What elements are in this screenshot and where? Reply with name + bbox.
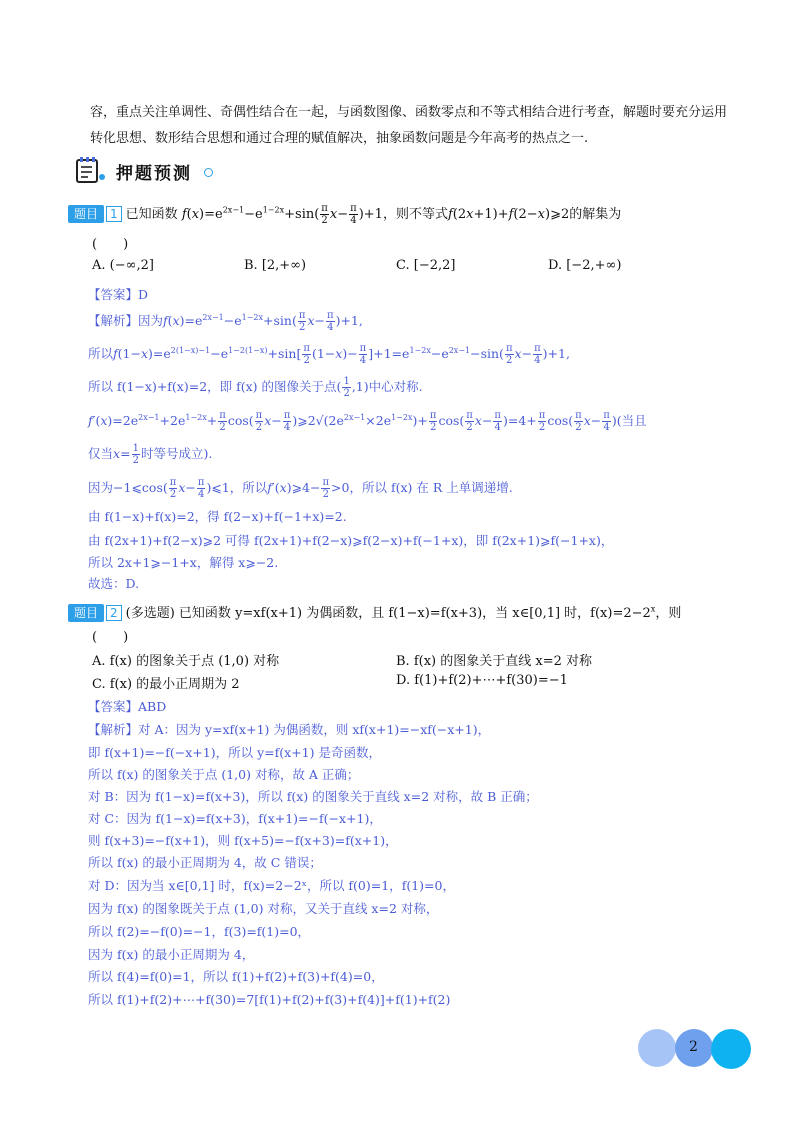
intro-line-2: 转化思想、数形结合思想和通过合理的赋值解决，抽象函数问题是今年高考的热点之一. [90,131,589,146]
analysis-text: 所以 f(1−x)+f(x)=2，即 f(x) 的图像关于点 [88,379,337,394]
intro-line-1: 容，重点关注单调性、奇偶性结合在一起，与函数图像、函数零点和不等式相结合进行考查，解题时要充分运用 [90,105,728,120]
stem-text: ，则 [655,606,682,621]
option-b: B. [2,+∞) [244,258,307,273]
question-1-stem: 题目 1 已知函数 $f(x)=e^{2x-1}-e^{1-2x}+\sin$( $\frac{\pi}{2}$ x− $\frac{\pi}{4}$ )+1，则不等式f(2x+1)+f(2−x)⩾2的解集为 [68,203,621,226]
analysis-line: 所以 f(2)=−f(0)=−1，f(3)=f(1)=0， [88,924,311,939]
stem-text: x [650,604,656,614]
analysis-line: 由 f(1−x)+f(x)=2，得 f(2−x)+f(−1+x)=2. [88,509,347,524]
page-dot-left [638,1029,676,1067]
analysis-line: 则 f(x+3)=−f(x+1)，则 f(x+5)=−f(x+3)=f(x+1)， [88,833,398,848]
analysis-line: 【解析】因为$f(x)=e^{2x-1}-e^{1-2x}+\sin$( $\frac{\pi}{2}$ x− $\frac{\pi}{4}$ )+1, [88,310,363,333]
section-header [74,156,234,186]
analysis-line: 由 f(2x+1)+f(2−x)⩾2 可得 f(2x+1)+f(2−x)⩾f(2−x)+f(−1+x)，即 f(2x+1)⩾f(−1+x)， [88,533,614,548]
analysis-text: 因为 [88,480,114,495]
analysis-line: 故选：D. [88,576,140,591]
analysis-line: $f'(x)=2e^{2x-1}+2e^{1-2x}+$ $\frac{\pi}{2}$ cos( $\frac{\pi}{2}$ x− $\frac{\pi}{4}$ )$⩾2√(2e^{2x-1}\times 2e^{1-2x})+$ $\frac{\pi}{2}$ cos( $\frac{\pi}{2}$ x− $\frac{\pi}{4}$ )=4+ $\frac{\pi}{2}$ cos( $\frac{\pi}{2}$ x− $\frac{\pi}{4}$ )(当且 [88,410,647,433]
option-a: A. (−∞,2] [92,258,154,273]
analysis-text: (当且 [616,413,647,428]
analysis-line: 即 f(x+1)=−f(−x+1)，所以 y=f(x+1) 是奇函数， [88,745,381,760]
analysis-text: 时等号成立). [140,446,213,461]
analysis-text: 【解析】因为 [88,313,164,328]
analysis-text: 中心对称. [368,379,423,394]
option-d: D. [−2,+∞) [548,258,622,273]
option-c: C. f(x) 的最小正周期为 2 [92,677,240,692]
choice-paren: ( ) [92,630,129,645]
analysis-line: 因为 f(x) 的图象既关于点 (1,0) 对称，又关于直线 x=2 对称， [88,901,439,916]
analysis-text: 所以 [88,346,114,361]
question-tag: 题目 [68,205,104,223]
analysis-line: 对 B：因为 f(1−x)=f(x+3)，所以 f(x) 的图象关于直线 x=2 对称，故 B 正确； [88,789,538,804]
analysis-line: 对 D：因为当 x∈[0,1] 时，f(x)=2−2ˣ，所以 f(0)=1，f(1)=0， [88,878,455,893]
analysis-line: 所以 f(1−x)+f(x)=2，即 f(x) 的图像关于点( $\frac{1}{2}$ ,1)中心对称. [88,376,423,399]
analysis-line: 对 C：因为 f(1−x)=f(x+3)，f(x+1)=−f(−x+1)， [88,811,382,826]
section-title: 押题预测 [116,164,192,184]
option-b: B. f(x) 的图象关于直线 x=2 对称 [396,654,592,669]
analysis-line: 仅当x= $\frac{1}{2}$ 时等号成立). [88,443,213,466]
stem-text: 已知函数 [125,207,178,222]
stem-text: 的解集为 [569,207,622,222]
answer-line: 【答案】ABD [88,699,167,714]
question-number: 2 [106,605,122,621]
question-tag: 题目 [68,604,104,622]
page-number: 2 [689,1039,698,1055]
title-dot-icon [204,168,213,177]
question-2-stem [68,602,681,622]
option-d: D. f(1)+f(2)+⋯+f(30)=−1 [396,673,568,688]
analysis-text: 仅当 [88,446,114,461]
option-a: A. f(x) 的图象关于点 (1,0) 对称 [92,654,280,669]
answer-line: 【答案】D [88,287,149,302]
analysis-line: 因为 f(x) 的最小正周期为 4， [88,947,255,962]
option-c: C. [−2,2] [396,258,456,273]
analysis-line: 所以 f(4)=f(0)=1，所以 f(1)+f(2)+f(3)+f(4)=0， [88,969,384,984]
analysis-line: 因为−1⩽cos( $\frac{\pi}{2}$ x− $\frac{\pi}{4}$ )⩽1，所以f′(x)⩾4− $\frac{\pi}{2}$ >0，所以 f(x) 在 R 上单调递增. [88,477,513,500]
analysis-text: ，所以 f(x) 在 R 上单调递增. [349,480,513,495]
notebook-icon [74,157,106,185]
page-dot-right [711,1029,751,1069]
question-number: 1 [106,206,122,222]
stem-text: (多选题) 已知函数 y=xf(x+1) 为偶函数，且 f(1−x)=f(x+3)，当 x∈[0,1] 时，f(x)=2−2 [125,606,651,621]
analysis-line: 所以 2x+1⩾−1+x，解得 x⩾−2. [88,555,279,570]
analysis-text: ，所以 [229,480,268,495]
analysis-line: 所以 f(1)+f(2)+⋯+f(30)=7[f(1)+f(2)+f(3)+f(4)]+f(1)+f(2) [88,992,451,1007]
analysis-line: 所以 f(x) 的最小正周期为 4，故 C 错误； [88,855,322,870]
analysis-line: 所以$f(1-x)=e^{2(1-x)-1}-e^{1-2(1-x)}+\sin$[ $\frac{\pi}{2}$ (1−x)− $\frac{\pi}{4}$ ]$+1=e^{1-2x}-e^{2x-1}-\sin$( $\frac{\pi}{2}$ x− $\frac{\pi}{4}$ )+1, [88,343,570,366]
analysis-line: 【解析】对 A：因为 y=xf(x+1) 为偶函数，则 xf(x+1)=−xf(−x+1)， [88,722,491,737]
analysis-line: 所以 f(x) 的图象关于点 (1,0) 对称，故 A 正确； [88,767,360,782]
stem-text: ，则不等式 [382,207,448,222]
choice-paren: ( ) [92,237,129,252]
